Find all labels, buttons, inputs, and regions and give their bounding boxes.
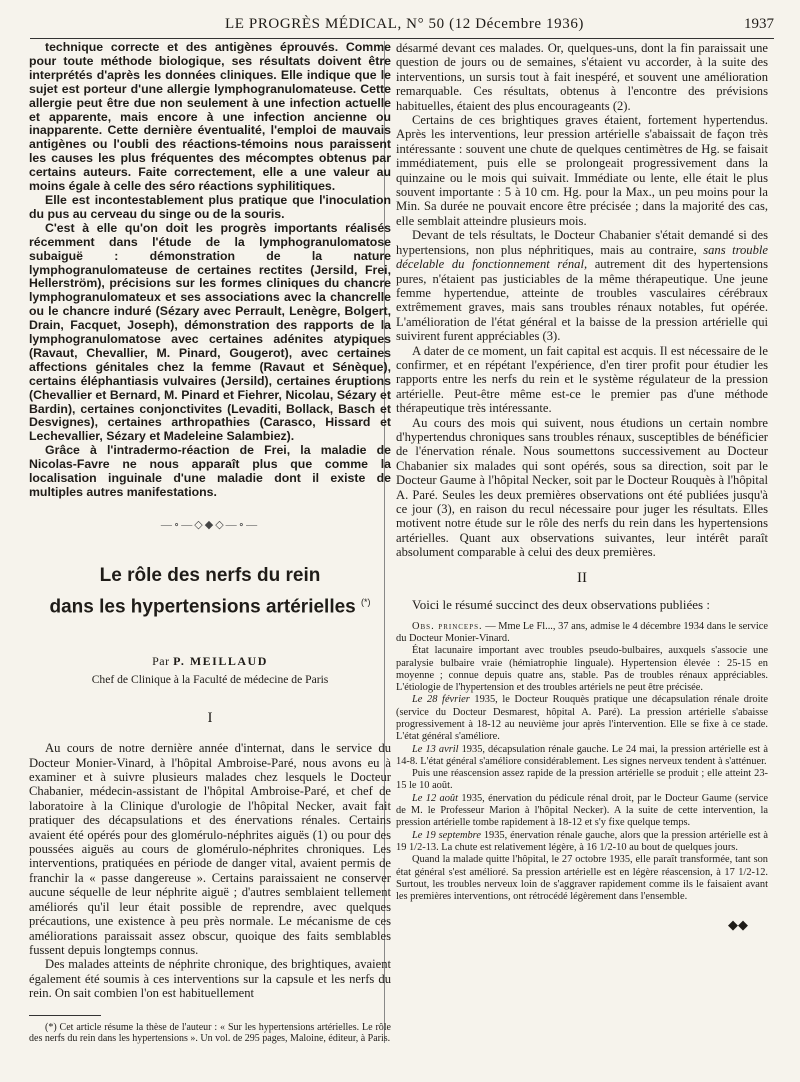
ornament-divider: —∘—◇◆◇—∘— [160, 518, 260, 531]
observation-paragraph [396, 621, 768, 646]
observation-paragraph: Puis une réascension assez rapide de la pression artérielle se produit ; elle atteint 23-15 le 10 août. [396, 768, 768, 792]
page-number: 1937 [744, 16, 774, 32]
article-title [29, 563, 391, 620]
observation-paragraph [396, 830, 768, 855]
text-run: 1935, le Docteur Rouquès pratique une décapsulation rénale droite (service du Docteur Desmarest, hôpital A. Paré). La pression artérielle s'abaisse progressivement à 18-12 au neuvième jour après l'intervention. Elle se fixe à ce stade. L'état général s'améliore. [396, 694, 768, 743]
date-run: Le 19 septembre [412, 829, 481, 841]
date-run: Le 13 avril [412, 743, 459, 755]
section-1-body [29, 741, 391, 1000]
byline [29, 654, 391, 669]
page-header [0, 16, 800, 36]
observation-paragraph: État lacunaire important avec troubles pseudo-bulbaires, auxquels s'associe une paralysie bulbaire vraie (hémiatrophie linguale). Hypertension élevée : 25-15 en moyenne ; connue depuis quatre ans, stable. Pas de troubles rénaux appréciables. L'étiologie de l'hypertension et des troubles artériels ne peut être précisée. [396, 645, 768, 694]
lead-sentence: Voici le résumé succinct des deux observations publiées : [412, 596, 710, 612]
text-run: autrement dit des hypertensions pures, n'étaient pas justiciables de la même thérapeutique. Une jeune femme hypertendue, atteinte de troubles vasculaires cérébraux extrêmement graves, mais sans troubles rénaux notables, fut opérée. L'amélioration de l'état général et la baisse de la pression artérielle qui suivirent furent appréciables (3). [396, 257, 768, 344]
date-run: Le 12 août [412, 792, 458, 804]
title-line-1: Le rôle des nerfs du rein [99, 564, 321, 586]
footnote-rule [29, 1015, 101, 1016]
author-name: P. MEILLAUD [173, 654, 268, 669]
author-affiliation: Chef de Clinique à la Faculté de médecine de Paris [91, 673, 329, 687]
paragraph: Au cours de notre dernière année d'internat, dans le service du Docteur Monier-Vinard, à l'hôpital Ambroise-Paré, nous avons eu à examiner et à suivre plusieurs malades chez lesquels le Docteur Chabanier, médecin-assistant de l'hôpital Ambroise-Paré, et chef de laboratoire à la Clinique d'urologie de l'hôpital Necker, avait fait pratiquer des décapsulations et des énervations rénales. Certains avaient été opérés pour des glomérulo-néphrites aiguës (1) ou pour des poussées aiguës au cours de glomérulo-néphrites chroniques. Les interventions, pratiquées en période de danger vital, avaient permis de franchir la « passe dangereuse ». Certains paraissaient ne conserver aucune séquelle de leur néphrite aiguë ; d'autres semblaient tellement améliorés qu'il leur était possible de reprendre, avec quelques précautions, une existence à peu près normale. Le mécanisme de ces améliorations paraissait assez obscur, quoique des faits semblables fussent depuis longtemps connus. [29, 741, 391, 957]
observation-paragraph [396, 694, 768, 743]
text-run: 1935, énervation rénale gauche, alors que la pression artérielle est à 19 1/2-13. La chute est relativement légère, à 16 1/2-10 au bout de quelques jours. [396, 829, 769, 853]
observation-paragraph [396, 793, 768, 830]
paragraph: Certains de ces brightiques graves étaient, fortement hypertendus. Après les interventions, leur pression artérielle s'abaissait de façon très intéressante : souvent une chute de quelques centimètres de Hg. se faisait immédiatement, puis elle se prolongeait progressivement dans la quinzaine ou le mois qui suivait. Immédiate ou lente, elle était le plus souvent importante : 5 à 10 cm. Hg. pour la Max., un peu moins pour la Min. Sa durée ne pouvait encore être précisée ; dans la majorité des cas, elle semblait atteindre plusieurs mois. [396, 113, 768, 228]
author-prefix: Par [152, 654, 170, 669]
paragraph: technique correcte et des antigènes éprouvés. Comme pour toute méthode biologique, ses résultats doivent être interprétés d'après les données cliniques. Elle indique que le sujet est porteur d'une allergie lymphogranulomateuse. Cette allergie peut être due non seulement à une infection actuelle et apparente, mais encore à une infection ancienne ou inapparente. Cette dernière éventualité, l'emploi de mauvais antigènes ou l'oubli des réactions-témoins nous paraissent les causes les plus fréquentes des mécomptes obtenus par certains auteurs. Faite correctement, elle a une valeur au moins égale à celle des séro réactions syphilitiques. [29, 40, 391, 194]
date-run: Le 28 février [412, 694, 470, 706]
text-run: — Mme Le Fl..., 37 ans, admise le 4 décembre 1934 dans le service du Docteur Monier-Vinard. [396, 620, 768, 644]
observations [396, 621, 768, 904]
text-run: Devant de tels résultats, le Docteur Chabanier s'était demandé si des hypertensions, non plus néphritiques, mais au contraire, [396, 228, 768, 257]
observation-label: Obs. princeps. [412, 620, 483, 632]
right-column [396, 41, 768, 933]
right-body [396, 41, 768, 560]
paragraph: Elle est incontestablement plus pratique que l'inoculation du pus au cerveau du singe ou de la souris. [29, 192, 391, 221]
italic-run: sans trouble décelable du fonctionnement rénal, [396, 242, 768, 272]
previous-article-end [29, 41, 391, 500]
footnote [29, 1022, 391, 1045]
section-number: I [207, 710, 213, 727]
paragraph: C'est à elle qu'on doit les progrès importants réalisés récemment dans l'étude de la lymphogranulomatose subaiguë : démonstration de la nature lymphogranulomateuse de certaines rectites (Jersild, Frei, Hellerström), précisions sur les formes cliniques du chancre lymphogranulomateux et ses associations avec la chancrelle ou le chancre induré (Sézary avec Perrault, Lenègre, Bolgert, Drain, Facquet, Joseph), démonstration des rapports de la lymphogranulomatose avec certaines adénites atypiques (Ravaut, Chevallier, M. Pinard, Gougerot), avec certaines affections génitales chez la femme (Ravaut et Sénèque), certains éléphantiasis vulvaires (Jersild), certaines éruptions (Chevallier et Bernard, M. Pinard et Fiehrer, Nicolau, Sézary et Bardin), certaines conjonctivites (Levaditi, Bollack, Basch et Desvignes), certaines arthropathies (Carasco, Hissard et Lechevallier, Sézary et Madeleine Salambiez). [29, 220, 391, 444]
paragraph: A dater de ce moment, un fait capital est acquis. Il est nécessaire de le confirmer, et en répétant l'expérience, d'en tirer profit pour étudier les rapports entre les nerfs du rein et le système régulateur de la pression artérielle. Peut-être même est-ce le premier pas d'une méthode thérapeutique très intéressante. [396, 343, 768, 416]
title-footnote-marker: (*) [361, 596, 371, 607]
footnote-text: (*) Cet article résume la thèse de l'auteur : « Sur les hypertensions artérielles. Le rôle des nerfs du rein dans les hypertensions ». Un vol. de 295 pages, Maloine, éditeur, à Paris. [29, 1021, 391, 1045]
journal-header: LE PROGRÈS MÉDICAL, N° 50 (12 Décembre 1936) [225, 16, 585, 32]
paragraph: désarmé devant ces malades. Or, quelques-uns, dont la fin paraissait une question de jours ou de semaines, s'étaient vu accorder, à la suite des interventions, un sursis tout à fait inespéré, et souvent une amélioration remarquable. Ces résultats, obtenus à l'encontre des prévisions habituelles, étaient des plus encourageants (2). [396, 41, 768, 113]
paragraph: Au cours des mois qui suivent, nous étudions un certain nombre d'hypertendus chroniques sans troubles rénaux, susceptibles de bénéficier de l'énervation rénale. Nous soumettons successivement au Docteur Chabanier six malades qui sont opérés, sous sa direction, soit par le Docteur Gaume à l'hôpital Necker, soit par le Docteur Rouquès à l'hôpital A. Paré. Seules les deux premières observations ont été publiées jusqu'à ce jour (3), en raison du recul nécessaire pour juger les résultats. Elles motivent notre étude sur le rôle des nerfs du rein dans les hypertensions artérielles. Quant aux observations suivantes, leur intérêt paraît absolument comparable à celui des deux premières. [396, 415, 768, 560]
paragraph: Grâce à l'intradermo-réaction de Frei, la maladie de Nicolas-Favre ne nous apparaît plus que comme la localisation inguinale d'une maladie dont il existe de multiples autres manifestations. [29, 443, 391, 499]
title-line-2: dans les hypertensions artérielles [49, 596, 356, 618]
left-column [29, 41, 391, 1045]
end-mark: ◆◆ [728, 917, 748, 933]
observation-paragraph [396, 744, 768, 769]
text-run: 1935, décapsulation rénale gauche. Le 24 mai, la pression artérielle est à 14-8. L'état général s'améliore considérablement. Les signes nerveux tendent à s'atténuer. [396, 743, 768, 767]
paragraph: Des malades atteints de néphrite chronique, des brightiques, avaient également été soumis à ces interventions sur la capsule et les nerfs du rein. On sait combien l'on est habituellement [29, 957, 391, 1001]
text-run: 1935, énervation du pédicule rénal droit, par le Docteur Gaume (service de M. le Professeur Marion à l'hôpital Necker). A la suite de cette intervention, la pression artérielle tombe rapidement à 18-12 et s'y fixe quelque temps. [396, 792, 768, 829]
paragraph [396, 228, 768, 343]
header-rule [30, 38, 774, 39]
observation-paragraph: Quand la malade quitte l'hôpital, le 27 octobre 1935, elle paraît transformée, tant son état général s'est amélioré. Sa pression artérielle est en légère réascension, à 17 1/2-12. Surtout, les troubles nerveux loin de s'aggraver rapidement comme ils le faisaient avant les premières interventions, ont rétrocédé légèrement dans l'ensemble. [396, 854, 768, 903]
section-number: II [577, 569, 587, 586]
